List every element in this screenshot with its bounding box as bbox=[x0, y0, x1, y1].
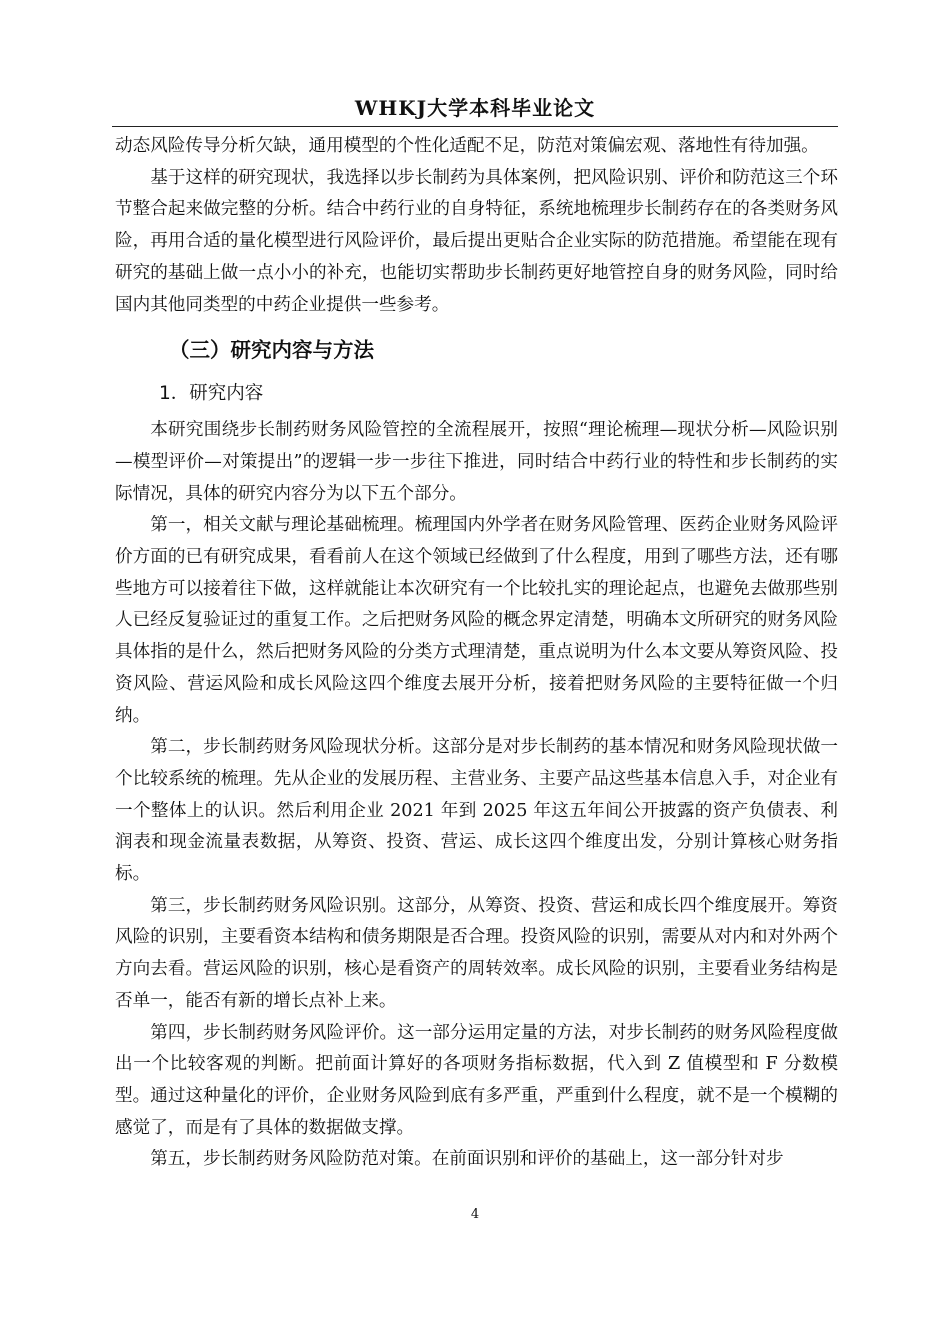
paragraph-part-four: 第四，步长制药财务风险评价。这一部分运用定量的方法，对步长制药的财务风险程度做出一个比较客观的判断。把前面计算好的各项财务指标数据，代入到 Z 值模型和 F 分数模型。通过这种量化的评价，企业财务风险到底有多严重，严重到什么程度，就不是一个模糊的感觉了，而是有了具体的数据做支撑。 bbox=[115, 1022, 838, 1138]
subsection-heading: 1．研究内容 bbox=[159, 383, 264, 405]
section-heading: （三）研究内容与方法 bbox=[169, 338, 374, 363]
page-header-title: WHKJ大学本科毕业论文 bbox=[354, 96, 596, 120]
paragraph-part-two: 第二，步长制药财务风险现状分析。这部分是对步长制药的基本情况和财务风险现状做一个比较系统的梳理。先从企业的发展历程、主营业务、主要产品这些基本信息入手，对企业有一个整体上的认识。然后利用企业 2021 年到 2025 年这五年间公开披露的资产负债表、利润表和现金流量表数据，从筹资、投资、营运、成长这四个维度出发，分别计算核心财务指标。 bbox=[115, 737, 838, 885]
document-body bbox=[115, 131, 838, 1176]
header-divider bbox=[112, 126, 838, 127]
paragraph-part-one: 第一，相关文献与理论基础梳理。梳理国内外学者在财务风险管理、医药企业财务风险评价方面的已有研究成果，看看前人在这个领域已经做到了什么程度，用到了哪些方法，还有哪些地方可以接着往下做，这样就能让本次研究有一个比较扎实的理论起点，也避免去做那些别人已经反复验证过的重复工作。之后把财务风险的概念界定清楚，明确本文所研究的财务风险具体指的是什么，然后把财务风险的分类方式理清楚，重点说明为什么本文要从筹资风险、投资风险、营运风险和成长风险这四个维度去展开分析，接着把财务风险的主要特征做一个归纳。 bbox=[115, 515, 838, 726]
paragraph-part-five: 第五，步长制药财务风险防范对策。在前面识别和评价的基础上，这一部分针对步 bbox=[150, 1149, 784, 1170]
paragraph-intro: 本研究围绕步长制药财务风险管控的全流程展开，按照“理论梳理—现状分析—风险识别—模型评价—对策提出”的逻辑一步一步往下推进，同时结合中药行业的特性和步长制药的实际情况，具体的研究内容分为以下五个部分。 bbox=[115, 420, 838, 504]
paragraph-continued: 动态风险传导分析欠缺，通用模型的个性化适配不足，防范对策偏宏观、落地性有待加强。 bbox=[115, 136, 819, 156]
paragraph-research-status: 基于这样的研究现状，我选择以步长制药为具体案例，把风险识别、评价和防范这三个环节整合起来做完整的分析。结合中药行业的自身特征，系统地梳理步长制药存在的各类财务风险，再用合适的量化模型进行风险评价，最后提出更贴合企业实际的防范措施。希望能在现有研究的基础上做一点小小的补充，也能切实帮助步长制药更好地管控自身的财务风险，同时给国内其他同类型的中药企业提供一些参考。 bbox=[115, 167, 838, 315]
page-number: 4 bbox=[470, 1207, 480, 1222]
paragraph-part-three: 第三，步长制药财务风险识别。这部分，从筹资、投资、营运和成长四个维度展开。筹资风险的识别，主要看资本结构和债务期限是否合理。投资风险的识别，需要从对内和对外两个方向去看。营运风险的识别，核心是看资产的周转效率。成长风险的识别，主要看业务结构是否单一，能否有新的增长点补上来。 bbox=[115, 895, 838, 1011]
